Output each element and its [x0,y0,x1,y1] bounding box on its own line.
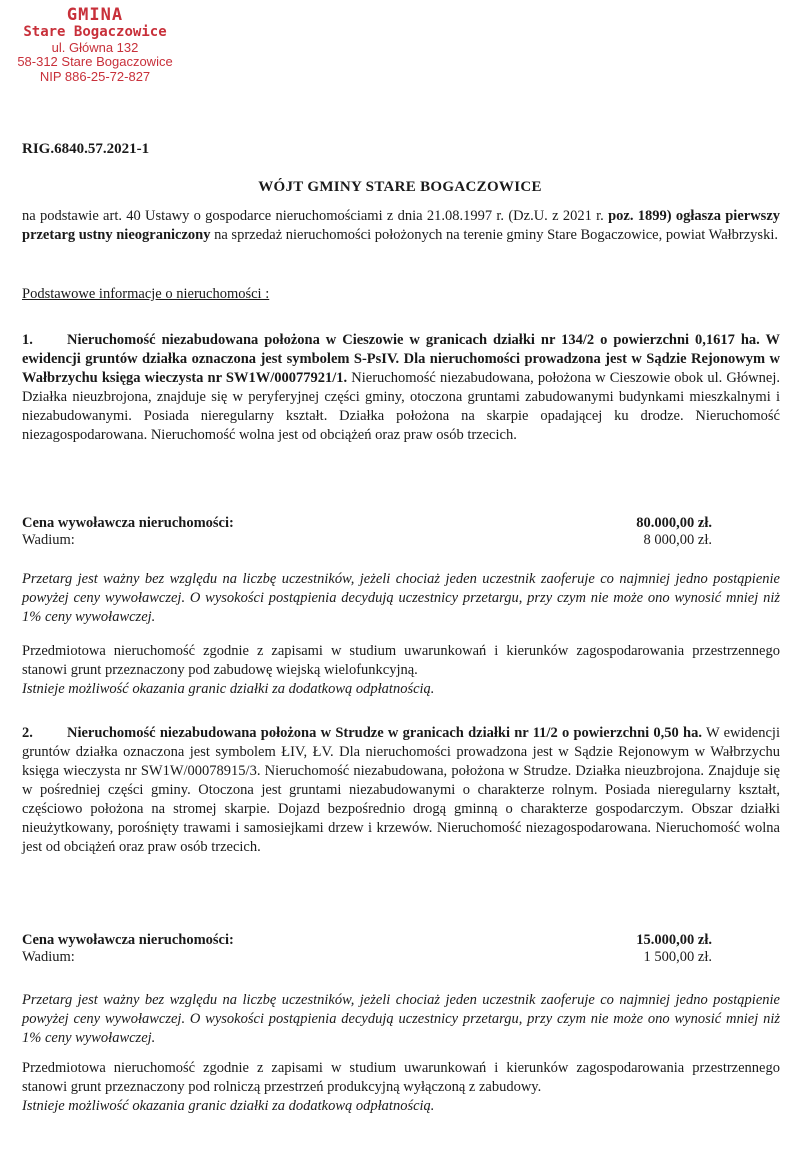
deposit-label: Wadium: [22,949,75,965]
item-bold-description: Nieruchomość niezabudowana położona w Cieszowie w granicach działki nr 134/2 o powierzchni 0,1617 ha. W ewidencji gruntów działka oznaczona jest symbolem S-PsIV. Dla nieruchomości prowadzona jest w Sądzie Rejonowym w Wałbrzychu księga wieczysta nr SW1W/00077921/1. [22,332,780,386]
stamp-line-nip: NIP 886-25-72-827 [39,68,151,84]
tender-condition-1: Przetarg jest ważny bez względu na liczbę uczestników, jeżeli chociaż jeden uczestnik zaoferuje co najmniej jedno postąpienie powyżej ceny wywoławczej. O wysokości postąpienia decydują uczestnicy przetargu, przy czym nie może ono wynosić mniej niż 1% ceny wywoławczej. [22,571,780,625]
intro-paragraph [22,207,780,245]
price-block-1 [22,515,712,549]
deposit-value: 8 000,00 zł. [643,532,712,548]
stamp-line-postcode: 58-312 Stare Bogaczowice [17,54,173,70]
deposit-value: 1 500,00 zł. [643,949,712,965]
tender-condition-2: Przetarg jest ważny bez względu na liczbę uczestników, jeżeli chociaż jeden uczestnik zaoferuje co najmniej jedno postąpienie powyżej ceny wywoławczej. O wysokości postąpienia decydują uczestnicy przetargu, przy czym nie może ono wynosić mniej niż 1% ceny wywoławczej. [22,992,780,1046]
zoning-info-2 [22,1059,780,1116]
boundary-note: Istnieje możliwość okazania granic działki za dodatkową odpłatnością. [22,1098,435,1114]
stamp-line-name: Stare Bogaczowice [23,24,167,41]
section-heading: Podstawowe informacje o nieruchomości : [22,286,270,302]
boundary-note: Istnieje możliwość okazania granic działki za dodatkową odpłatnością. [22,681,435,697]
intro-text-1: na podstawie art. 40 Ustawy o gospodarce nieruchomościami z dnia 21.08.1997 r. (Dz.U. z 2021 r. [22,208,609,224]
deposit-label: Wadium: [22,532,75,548]
stamp-line-street: ul. Główna 132 [51,39,139,55]
item-number: 2. [22,725,33,741]
intro-text-bold: poz. 1899) ogłasza pierwszy przetarg ustny nieograniczony [22,208,781,243]
reference-number: RIG.6840.57.2021-1 [22,141,150,157]
document-title: WÓJT GMINY STARE BOGACZOWICE [258,179,542,195]
item-description: Nieruchomość niezabudowana, położona w Cieszowie obok ul. Głównej. Działka nieuzbrojona, znajduje się w peryferyjnej części gminy, otoczona gruntami zabudowanymi budynkami mieszkalnymi i niezabudowanymi. Posiada nieregularny kształt. Działka położona na skarpie opadającej ku drodze. Nieruchomość niezagospodarowana. Nieruchomość wolna jest od obciążeń oraz praw osób trzecich. [22,370,780,443]
price-label: Cena wywoławcza nieruchomości: [22,515,234,531]
stamp-line-gmina: GMINA [66,5,124,25]
zoning-text: Przedmiotowa nieruchomość zgodnie z zapisami w studium uwarunkowań i kierunków zagospodarowania przestrzennego stanowi grunt przeznaczony pod rolniczą przestrzeń produkcyjną wyłączoną z zabudowy. [22,1060,780,1095]
property-item-1 [22,331,780,445]
item-number: 1. [22,332,33,348]
item-description: W ewidencji gruntów działka oznaczona jest symbolem ŁIV, ŁV. Dla nieruchomości prowadzona jest w Sądzie Rejonowym w Wałbrzychu księga wieczysta nr SW1W/00078915/3. Nieruchomość niezabudowana, położona w Strudze. Działka nieuzbrojona. Znajduje się w pośredniej części gminy. Otoczona jest gruntami niezabudowanymi o charakterze rolnym. Posiada nieregularny kształt, częściowo położona na stromej skarpie. Dojazd bezpośrednio drogą gminną o charakterze gospodarczym. Obszar działki nieużytkowany, porośnięty trawami i samosiejkami drzew i krzewów. Nieruchomość niezagospodarowana. Nieruchomość wolna jest od obciążeń oraz praw osób trzecich. [22,725,780,855]
price-block-2 [22,932,712,966]
zoning-info-1 [22,642,780,699]
zoning-text: Przedmiotowa nieruchomość zgodnie z zapisami w studium uwarunkowań i kierunków zagospodarowania przestrzennego stanowi grunt przeznaczony pod zabudowę wiejską wielofunkcyjną. [22,643,780,678]
price-label: Cena wywoławcza nieruchomości: [22,932,234,948]
municipality-stamp [0,6,190,84]
intro-text-2: na sprzedaż nieruchomości położonych na terenie gminy Stare Bogaczowice, powiat Wałbrzyski. [210,227,778,243]
item-bold-description: Nieruchomość niezabudowana położona w Strudze w granicach działki nr 11/2 o powierzchni 0,50 ha. [67,725,702,741]
property-item-2 [22,724,780,857]
price-value: 15.000,00 zł. [636,932,712,948]
price-value: 80.000,00 zł. [636,515,712,531]
